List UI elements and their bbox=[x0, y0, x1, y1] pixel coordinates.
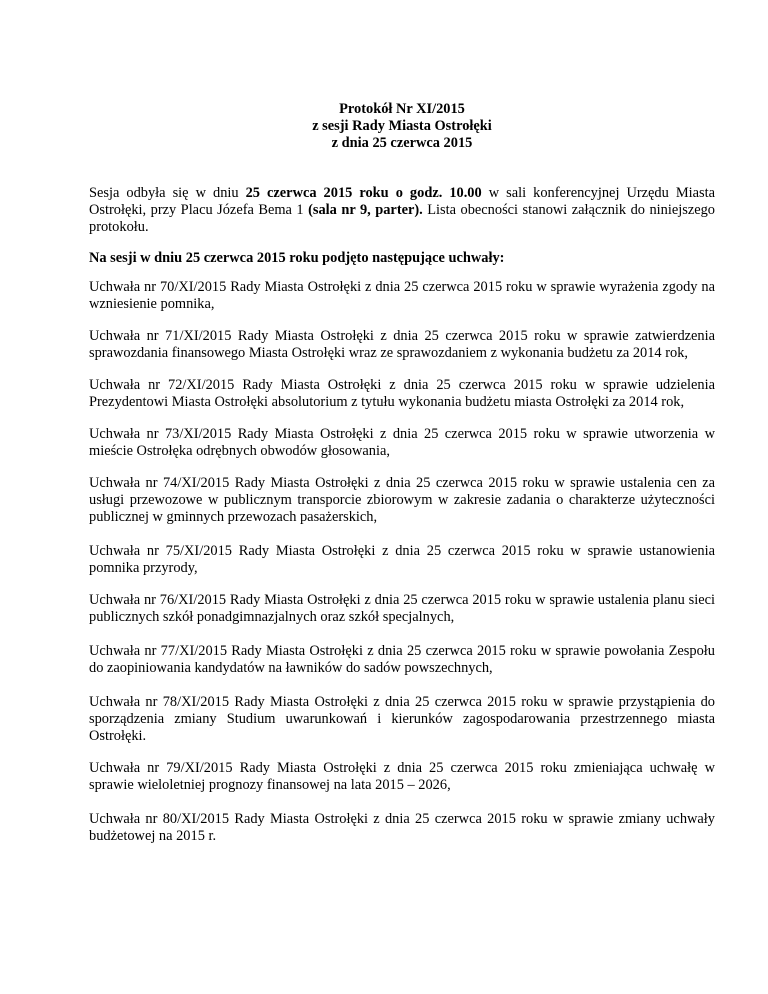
title-line-session: z sesji Rady Miasta Ostrołęki bbox=[312, 118, 492, 134]
resolution-76: Uchwała nr 76/XI/2015 Rady Miasta Ostrołęki z dnia 25 czerwca 2015 roku w sprawie ustalenia planu sieci publicznych szkół ponadgimnazjalnych oraz szkół specjalnych, bbox=[89, 592, 715, 625]
intro-date-time: 25 czerwca 2015 roku o godz. 10.00 bbox=[245, 185, 482, 201]
resolution-80: Uchwała nr 80/XI/2015 Rady Miasta Ostrołęki z dnia 25 czerwca 2015 roku w sprawie zmiany uchwały budżetowej na 2015 r. bbox=[89, 811, 715, 844]
document-title bbox=[89, 101, 715, 152]
intro-text-3: Lista obecności stanowi załącznik do niniejszego protokołu. bbox=[89, 202, 715, 235]
intro-text-1: Sesja odbyła się w dniu bbox=[89, 185, 246, 201]
intro-room: (sala nr 9, parter). bbox=[308, 202, 423, 218]
title-line-date: z dnia 25 czerwca 2015 bbox=[331, 135, 473, 151]
resolution-73: Uchwała nr 73/XI/2015 Rady Miasta Ostrołęki z dnia 25 czerwca 2015 roku w sprawie utworzenia w mieście Ostrołęka odrębnych obwodów głosowania, bbox=[89, 426, 715, 459]
resolution-74: Uchwała nr 74/XI/2015 Rady Miasta Ostrołęki z dnia 25 czerwca 2015 roku w sprawie ustalenia cen za usługi przewozowe w publicznym transporcie zbiorowym w zakresie zadania o charakterze użyteczności publicznej w gminnych przewozach pasażerskich, bbox=[89, 475, 715, 525]
resolution-77: Uchwała nr 77/XI/2015 Rady Miasta Ostrołęki z dnia 25 czerwca 2015 roku w sprawie powołania Zespołu do zaopiniowania kandydatów na ławników do sadów powszechnych, bbox=[89, 643, 715, 676]
resolution-71: Uchwała nr 71/XI/2015 Rady Miasta Ostrołęki z dnia 25 czerwca 2015 roku w sprawie zatwierdzenia sprawozdania finansowego Miasta Ostrołęki wraz ze sprawozdaniem z wykonania budżetu za 2014 rok, bbox=[89, 328, 715, 361]
intro-paragraph bbox=[89, 185, 715, 236]
resolution-70: Uchwała nr 70/XI/2015 Rady Miasta Ostrołęki z dnia 25 czerwca 2015 roku w sprawie wyrażenia zgody na wzniesienie pomnika, bbox=[89, 279, 715, 312]
resolution-72: Uchwała nr 72/XI/2015 Rady Miasta Ostrołęki z dnia 25 czerwca 2015 roku w sprawie udzielenia Prezydentowi Miasta Ostrołęki absolutorium z tytułu wykonania budżetu miasta Ostrołęki za 2014 rok, bbox=[89, 377, 715, 410]
resolution-79: Uchwała nr 79/XI/2015 Rady Miasta Ostrołęki z dnia 25 czerwca 2015 roku zmieniająca uchwałę w sprawie wieloletniej prognozy finansowej na lata 2015 – 2026, bbox=[89, 760, 715, 793]
title-line-protocol: Protokół Nr XI/2015 bbox=[339, 101, 465, 117]
resolution-75: Uchwała nr 75/XI/2015 Rady Miasta Ostrołęki z dnia 25 czerwca 2015 roku w sprawie ustanowienia pomnika przyrody, bbox=[89, 543, 715, 576]
document-page bbox=[89, 101, 715, 860]
resolution-78: Uchwała nr 78/XI/2015 Rady Miasta Ostrołęki z dnia 25 czerwca 2015 roku w sprawie przystąpienia do sporządzenia zmiany Studium uwarunkowań i kierunków zagospodarowania przestrzennego miasta Ostrołęki. bbox=[89, 694, 715, 744]
intro-text-2: w sali konferencyjnej Urzędu Miasta Ostrołęki, przy Placu Józefa Bema 1 bbox=[89, 185, 715, 218]
resolutions-heading: Na sesji w dniu 25 czerwca 2015 roku podjęto następujące uchwały: bbox=[89, 250, 505, 266]
